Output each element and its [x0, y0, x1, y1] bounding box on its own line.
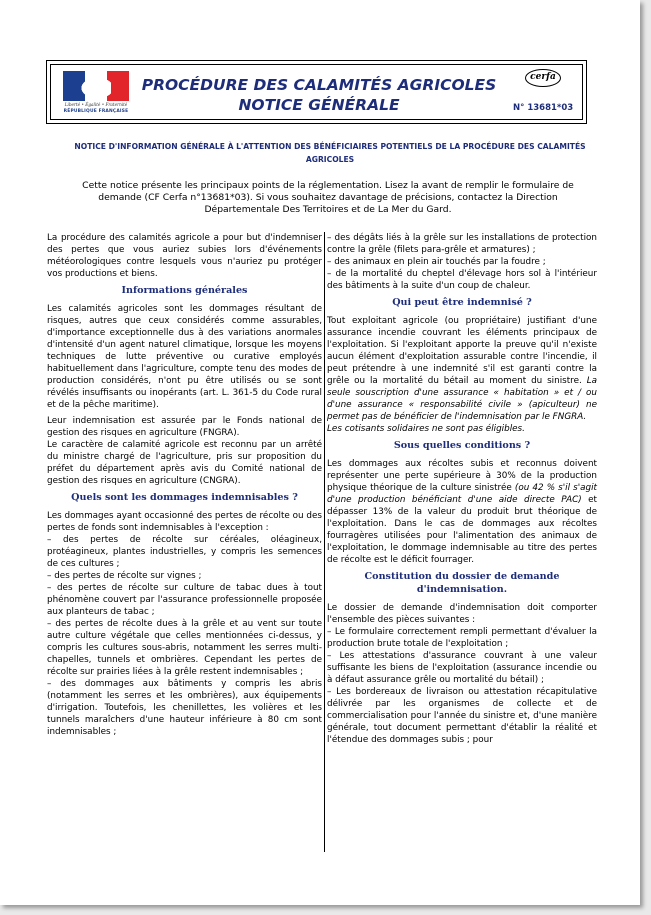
column-divider	[324, 232, 325, 852]
list-item: – Les attestations d'assurance couvrant à une valeur suffisante les biens de l'exploitation (assurance incendie ou à défaut assurance grêle ou mortalité du bétail) ;	[327, 651, 597, 685]
document-title	[139, 75, 499, 115]
list-item: – de la mortalité du cheptel d'élevage hors sol à l'intérieur des bâtiments à la suite d'un coup de chaleur.	[327, 269, 597, 291]
exceptions-intro: Les dommages ayant occasionné des pertes de récolte ou des pertes de fonds sont indemnisables à l'exception :	[47, 511, 322, 533]
left-column	[47, 232, 322, 738]
section-heading-dossier: Constitution du dossier de demande d'indemnisation.	[364, 571, 560, 595]
dossier-intro: Le dossier de demande d'indemnisation doit comporter l'ensemble des pièces suivantes :	[327, 603, 597, 625]
section-heading-who: Qui peut être indemnisé ?	[392, 297, 532, 308]
list-item: – Les bordereaux de livraison ou attestation récapitulative délivrée par les organismes de collecte et de commercialisation pour l'année du sinistre et, d'une manière générale, tout document permettant d'établir la réalité et l'étendue des dommages subis ; pour	[327, 687, 597, 745]
republic-name: RÉPUBLIQUE FRANÇAISE	[63, 109, 129, 114]
cerfa-logo: cerfa	[525, 69, 561, 87]
title-line-1: PROCÉDURE DES CALAMITÉS AGRICOLES	[141, 76, 497, 94]
right-column	[327, 232, 597, 746]
marianne-profile-icon	[77, 75, 111, 101]
section-heading-conditions: Sous quelles conditions ?	[393, 440, 531, 451]
section-heading-indemnifiable: Quels sont les dommages indemnisables ?	[71, 492, 298, 503]
eligibility-text: Tout exploitant agricole (ou propriétaire) justifiant d'une assurance incendie couvrant les éléments principaux de l'exploitation. Si l'exploitant apporte la preuve qu'il n'existe aucun élément d'exploitation assurable contre l'incendie, il peut prétendre à une indemnité s'il est garanti contre la grêle ou la mortalité du bétail au moment du sinistre.	[327, 316, 597, 386]
conditions-note: (ou 42 % s'il s'agit d'une production bénéficiant d'une aide directe PAC)	[327, 483, 598, 505]
list-item: – des pertes de récolte sur vignes ;	[47, 571, 202, 581]
list-item: – des pertes de récolte dues à la grêle et au vent sur toute autre culture végétale que celles mentionnées ci-dessus, y compris les cultures sous-abris, notamment les serres multi-chapelles, tunnels et ombrières. Cependant les pertes de récolte sur prairies liées à la grêle restent indemnisables ;	[47, 619, 322, 677]
conditions-paragraph	[327, 458, 597, 566]
conditions-text-a: Les dommages aux récoltes subis et reconnus doivent représenter une perte supérieure à 30% de la production physique théorique de la culture sinistrée	[327, 459, 597, 493]
form-header	[46, 60, 587, 124]
list-item: – des pertes de récolte sur céréales, oléagineux, protéagineux, plantes industrielles, y compris les semences de ces cultures ;	[47, 535, 322, 569]
funding-paragraph: Leur indemnisation est assurée par le Fonds national de gestion des risques en agriculture (FNGRA).	[47, 416, 322, 438]
list-item: – des dommages aux bâtiments y compris les abris (notamment les serres et les ombrières), aux équipements d'irrigation. Toutefois, les chenillettes, les volières et les tunnels maraîchers d'une hauteur inférieure à 80 cm sont indemnisables ;	[47, 679, 322, 737]
eligibility-note: La seule souscription d'une assurance « habitation » et / ou d'une assurance « responsabilité civile » (apiculteur) ne permet pas de bénéficier de l'indemnisation par le FNGRA.	[327, 376, 598, 422]
list-item: – des animaux en plein air touchés par la foudre ;	[327, 257, 546, 267]
definition-paragraph: Les calamités agricoles sont les dommages résultant de risques, autres que ceux considérés comme assurables, d'importance exceptionnelle dus à des variations anormales d'intensité d'un agent naturel climatique, lorsque les moyens techniques de lutte préventive ou curative employés habituellement dans l'agriculture, compte tenu des modes de production considérés, n'ont pu être utilisés ou se sont révélés insuffisants ou inopérants (art. L. 361-5 du Code rural et de la pêche maritime).	[47, 304, 322, 410]
header-inner-border	[50, 64, 583, 120]
conditions-text-b: et dépasser 13% de la valeur du produit brut théorique de l'exploitation. Dans le cas de dommages aux récoltes fourragères utilisées pour l'alimentation des animaux de l'exploitation, le dommage indemnisable au titre des pertes de récolte est le déficit fourrager.	[327, 495, 597, 565]
list-item: – Le formulaire correctement rempli permettant d'évaluer la production brute totale de l'exploitation ;	[327, 627, 597, 649]
notice-heading: NOTICE D'INFORMATION GÉNÉRALE À L'ATTENTION DES BÉNÉFICIAIRES POTENTIELS DE LA PROCÉDURE DES CALAMITÉS AGRICOLES	[74, 142, 586, 164]
title-line-2: NOTICE GÉNÉRALE	[238, 96, 400, 114]
list-item: – des pertes de récolte sur culture de tabac dues à tout phénomène couvert par l'assurance professionnelle proposée aux planteurs de tabac ;	[47, 583, 322, 617]
purpose-paragraph: La procédure des calamités agricole a pour but d'indemniser des pertes que vous auriez subies lors d'événements météorologiques contre lesquels vous n'auriez pu protéger vos productions et biens.	[47, 233, 322, 279]
form-number: N° 13681*03	[513, 103, 574, 113]
solidarity-note: Les cotisants solidaires ne sont pas éligibles.	[327, 424, 525, 434]
recognition-paragraph: Le caractère de calamité agricole est reconnu par un arrêté du ministre chargé de l'agriculture, pris sur proposition du préfet du département après avis du Comité national de gestion des risques en agriculture (CNGRA).	[47, 440, 322, 486]
marianne-logo	[59, 71, 133, 121]
section-heading-general-info: Informations générales	[121, 285, 248, 296]
list-item: – des dégâts liés à la grêle sur les installations de protection contre la grêle (filets para-grêle et armatures) ;	[327, 233, 597, 255]
notice-intro-text: Cette notice présente les principaux points de la réglementation. Lisez la avant de remplir le formulaire de demande (CF Cerfa n°13681*03). Si vous souhaitez davantage de précisions, contactez la Direction Départementale Des Territoires et de La Mer du Gard.	[82, 180, 574, 215]
republic-motto: Liberté • Égalité • Fraternité	[64, 102, 128, 107]
eligibility-paragraph	[327, 315, 597, 423]
